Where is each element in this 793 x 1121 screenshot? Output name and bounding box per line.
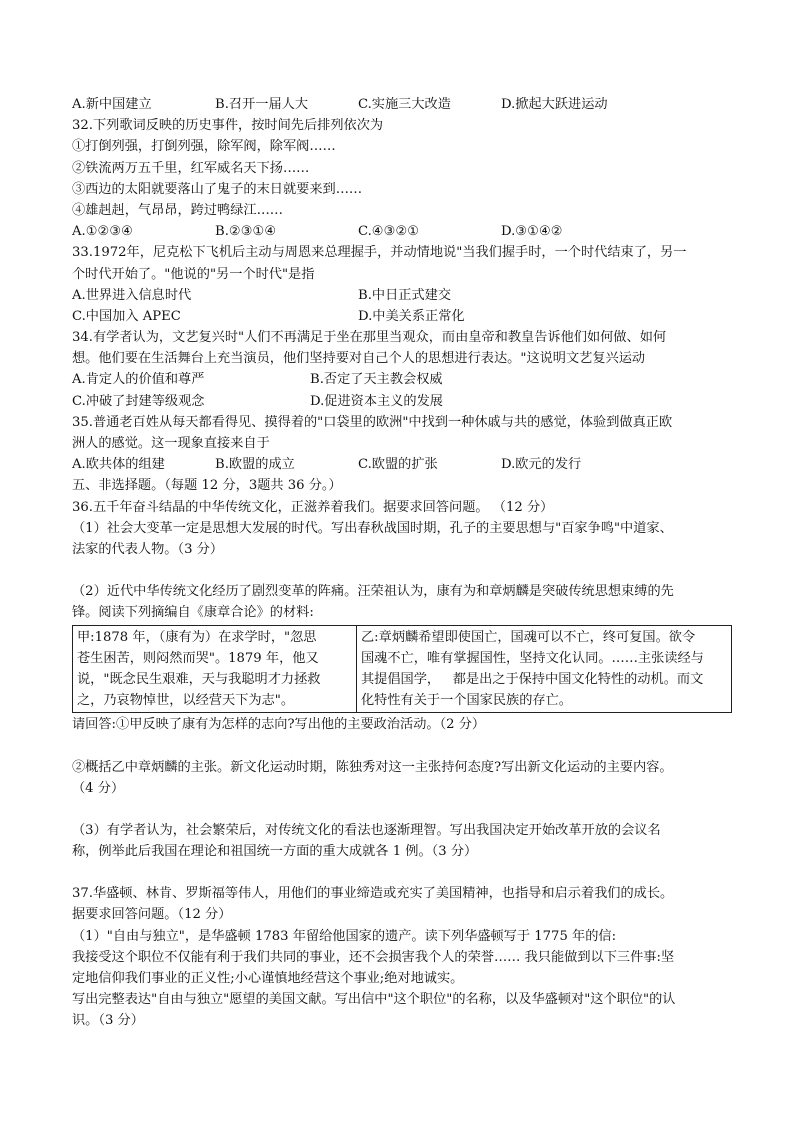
q32-option-a[interactable]: A.①②③④ [72,224,134,240]
material-left-cell [73,626,356,713]
answer-space[interactable] [72,799,732,820]
q33-options-row-2 [72,306,732,327]
q33-option-b[interactable]: B.中日正式建交 [358,287,452,303]
q32-lyric-3: ③西边的太阳就要落山了鬼子的末日就要来到…… [72,181,363,197]
q31-option-d[interactable]: D.掀起大跃进运动 [501,97,608,112]
q32-options [72,221,732,242]
q36-part2-line-2: 锋。阅读下列摘编自《康章合论》的材料: [72,605,314,621]
q34-stem-line-2: 想。他们要在生活舞台上充当演员，他们坚持要对自己个人的思想进行表达。"这说明文艺复兴运动 [72,351,646,367]
material-left-line: 苍生困苦，则闷然而哭"。1879 年，他又 [77,650,319,666]
q37-part1-line-3: 定地信仰我们事业的正义性;小心谨慎地经营这个事业;绝对地诚实。 [72,971,464,986]
q34-option-a[interactable]: A.肯定人的价值和尊严 [72,372,205,388]
answer-space[interactable] [72,560,732,581]
q32-option-b[interactable]: B.②③①④ [215,224,277,240]
q32-lyric-1: ①打倒列强，打倒列强，除军阀，除军阀…… [72,139,336,155]
q37-part1-line-1: （1）"自由与独立"，是华盛顿 1783 年留给他国家的遗产。读下列华盛顿写于 1775 年的信: [72,928,617,944]
section-heading: 五、非选择题。（每题 12 分，3题共 36 分。） [72,478,342,494]
q35-option-a[interactable]: A.欧共体的组建 [72,457,165,473]
q33-option-d[interactable]: D.中美关系正常化 [358,308,465,324]
q33-option-a[interactable]: A.世界进入信息时代 [72,287,192,303]
q34-options-row-1 [72,369,732,390]
q33-option-c[interactable]: C.中国加入 APEC [72,308,181,324]
q34-stem-line-1: 34.有学者认为，文艺复兴时"人们不再满足于坐在那里当观众，而由皇帝和教皇告诉他们如何做、如何 [72,330,667,346]
q36-part3-line-2: 称，例举此后我国在理论和祖国统一方面的重大成就各 1 例。（3 分） [72,844,478,860]
q31-option-b[interactable]: B.召开一届人大 [215,97,309,112]
q33-stem-line-2: 个时代开始了。"他说的"另一个时代"是指 [72,266,315,282]
q31-option-c[interactable]: C.实施三大改造 [358,97,451,112]
q36-question-b-line-1: ②概括乙中章炳麟的主张。新文化运动时期，陈独秀对这一主张持何态度?写出新文化运动的主要内容。 [72,759,673,775]
q36-question-a: 请回答:①甲反映了康有为怎样的志向?写出他的主要政治活动。（2 分） [72,717,486,733]
material-left-line: 甲:1878 年，（康有为）在求学时，"忽思 [77,629,317,645]
material-right-line: 乙:章炳麟希望即使国亡，国魂可以不亡，终可复国。欲令 [361,629,696,645]
q36-stem: 36.五千年奋斗结晶的中华传统文化，正滋养着我们。据要求回答问题。 （12 分） [72,499,554,515]
material-right-line: 其提倡国学， 都是出之于保持中国文化特性的动机。而文 [361,671,704,687]
q37-part1-line-5: 识。（3 分） [72,1013,144,1029]
q36-part3-line-1: （3）有学者认为，社会繁荣后，对传统文化的看法也逐渐理智。写出我国决定开始改革开放的会议名 [72,822,661,838]
q31-options [72,94,732,115]
q34-option-c[interactable]: C.冲破了封建等级观念 [72,393,205,409]
q32-stem: 32.下列歌词反映的历史事件，按时间先后排列依次为 [72,118,384,134]
q32-option-d[interactable]: D.③①④② [501,224,563,240]
q35-stem-line-2: 洲人的感觉。这一现象直接来自于 [72,436,270,451]
q32-option-c[interactable]: C.④③②① [358,224,420,240]
q37-stem-line-2: 据要求回答问题。（12 分） [72,907,232,923]
q37-stem-line-1: 37.华盛顿、林肯、罗斯福等伟人，用他们的事业缔造或充实了美国精神，也指导和启示着我们的成长。 [72,886,674,902]
q32-lyric-4: ④雄赳赳，气昂昂，跨过鸭绿江…… [72,202,283,218]
q35-option-d[interactable]: D.欧元的发行 [501,457,582,473]
q33-stem-line-1: 33.1972年，尼克松下飞机后主动与周恩来总理握手，并动情地说"当我们握手时，一个时代结束了，另一 [72,245,687,261]
q31-option-a[interactable]: A.新中国建立 [72,97,152,112]
q35-option-c[interactable]: C.欧盟的扩张 [358,457,438,473]
q34-option-d[interactable]: D.促进资本主义的发展 [310,393,443,409]
material-right-line: 化特性有关于一个国家民族的存亡。 [361,693,572,709]
answer-space[interactable] [72,736,732,757]
q36-part2-line-1: （2）近代中华传统文化经历了剧烈变革的阵痛。汪荣祖认为，康有为和章炳麟是突破传统思想束缚的先 [72,584,674,600]
q35-options [72,454,732,475]
answer-space[interactable] [72,862,732,883]
q35-stem-line-1: 35.普通老百姓从每天都看得见、摸得着的"口袋里的欧洲"中找到一种休戚与共的感觉，体验到做真正欧 [72,414,673,430]
material-left-line: 说，"既念民生艰难，天与我聪明才力拯救 [77,671,321,687]
q37-part1-line-2: 我接受这个职位不仅能有利于我们共同的事业，还不会损害我个人的荣誉…… 我只能做到以下三件事:坚 [72,949,675,965]
q35-option-b[interactable]: B.欧盟的成立 [215,457,295,473]
material-left-line: 之，乃哀物悼世，以经营天下为志"。 [77,693,295,709]
q37-part1-line-4: 写出完整表达"自由与独立"愿望的美国文献。写出信中"这个职位"的名称，以及华盛顿对"这个职位"的认 [72,992,676,1008]
material-right-line: 国魂不亡，唯有掌握国性，坚持文化认同。……主张读经与 [361,650,704,666]
q36-question-b-line-2: （4 分） [72,780,125,796]
q36-part1-line-1: （1）社会大变革一定是思想大发展的时代。写出春秋战国时期，孔子的主要思想与"百家争鸣"中道家、 [72,520,673,536]
q33-options-row-1 [72,285,732,306]
material-table [72,625,732,714]
exam-page [72,94,732,1032]
material-right-cell [356,626,732,713]
q32-lyric-2: ②铁流两万五千里，红军威名天下扬…… [72,160,310,176]
q34-options-row-2 [72,391,732,412]
q34-option-b[interactable]: B.否定了天主教会权威 [310,372,443,388]
q36-part1-line-2: 法家的代表人物。（3 分） [72,541,224,557]
